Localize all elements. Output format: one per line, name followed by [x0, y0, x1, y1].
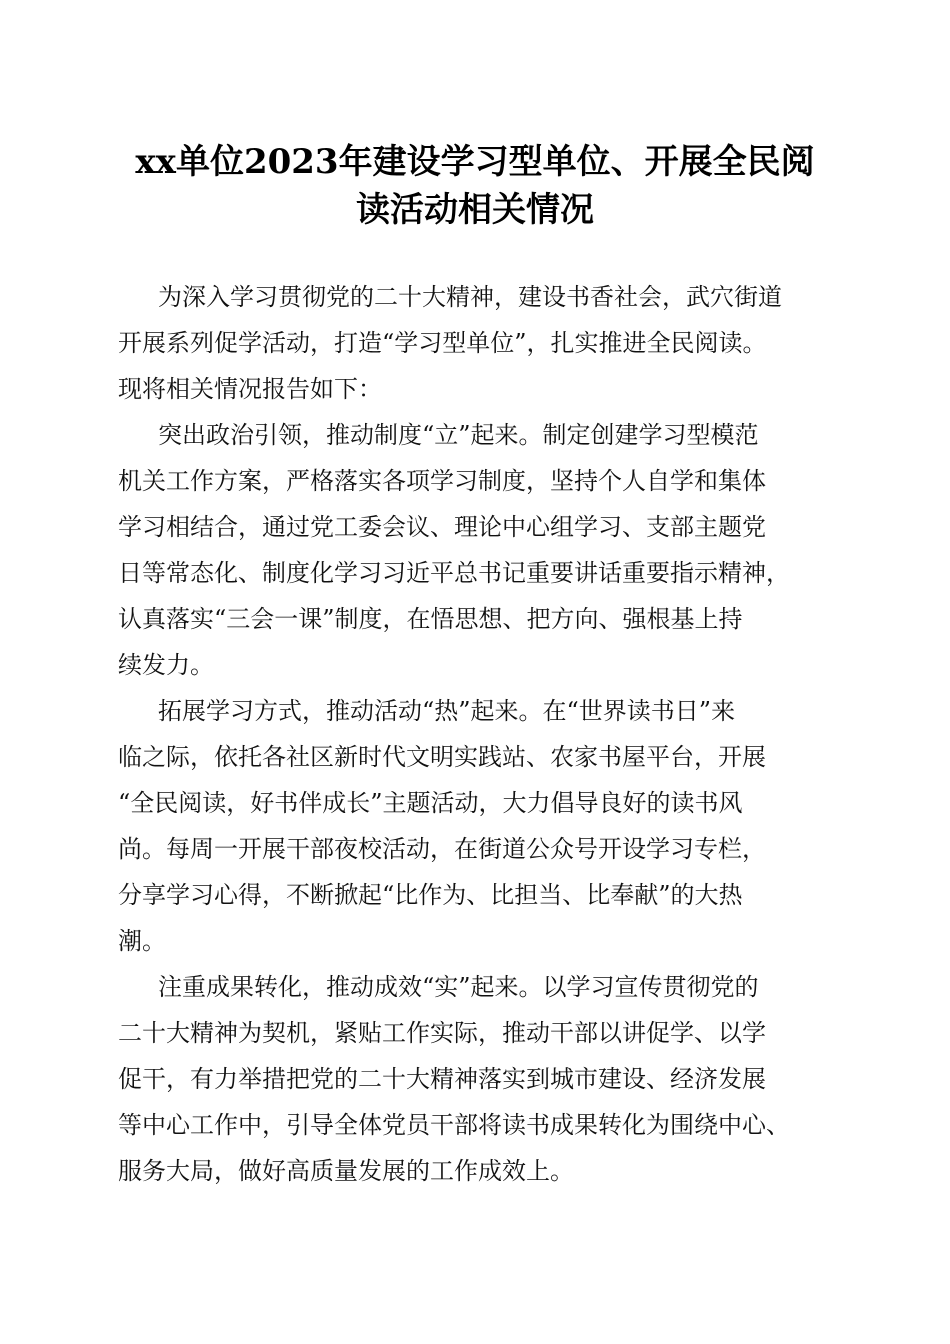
text-line: 突出政治引领，推动制度“立”起来。制定创建学习型模范	[158, 421, 759, 449]
text-line: 机关工作方案，严格落实各项学习制度，坚持个人自学和集体	[118, 467, 766, 495]
text-line: 开展系列促学活动，打造“学习型单位”，扎实推进全民阅读。	[118, 329, 767, 357]
text-line: 拓展学习方式，推动活动“热”起来。在“世界读书日”来	[158, 697, 736, 725]
title-line-2: 读活动相关情况	[356, 190, 594, 230]
text-line: 尚。每周一开展干部夜校活动，在街道公众号开设学习专栏，	[118, 835, 766, 863]
text-line: 潮。	[118, 927, 166, 955]
text-line: 分享学习心得，不断掀起“比作为、比担当、比奉献”的大热	[118, 881, 743, 909]
text-line: 现将相关情况报告如下：	[118, 375, 382, 403]
text-line: 注重成果转化，推动成效“实”起来。以学习宣传贯彻党的	[158, 973, 759, 1001]
text-line: 学习相结合，通过党工委会议、理论中心组学习、支部主题党	[118, 513, 766, 541]
title-line-1: xx单位2023年建设学习型单位、开展全民阅	[135, 142, 815, 182]
text-line: 认真落实“三会一课”制度，在悟思想、把方向、强根基上持	[118, 605, 743, 633]
text-line: 为深入学习贯彻党的二十大精神，建设书香社会，武穴街道	[158, 283, 782, 311]
text-line: “全民阅读，好书伴成长”主题活动，大力倡导良好的读书风	[118, 789, 743, 817]
text-line: 促干，有力举措把党的二十大精神落实到城市建设、经济发展	[118, 1065, 766, 1093]
document-title	[100, 138, 850, 234]
paragraph-learning-methods	[118, 688, 838, 964]
text-line: 续发力。	[118, 651, 214, 679]
text-line: 临之际，依托各社区新时代文明实践站、农家书屋平台，开展	[118, 743, 766, 771]
text-line: 服务大局，做好高质量发展的工作成效上。	[118, 1157, 574, 1185]
paragraph-intro	[118, 274, 838, 412]
paragraph-results-transformation	[118, 964, 838, 1194]
text-line: 日等常态化、制度化学习习近平总书记重要讲话重要指示精神，	[118, 559, 790, 587]
document-body	[118, 274, 838, 1194]
text-line: 二十大精神为契机，紧贴工作实际，推动干部以讲促学、以学	[118, 1019, 766, 1047]
paragraph-political-guidance	[118, 412, 838, 688]
text-line: 等中心工作中，引导全体党员干部将读书成果转化为围绕中心、	[118, 1111, 790, 1139]
